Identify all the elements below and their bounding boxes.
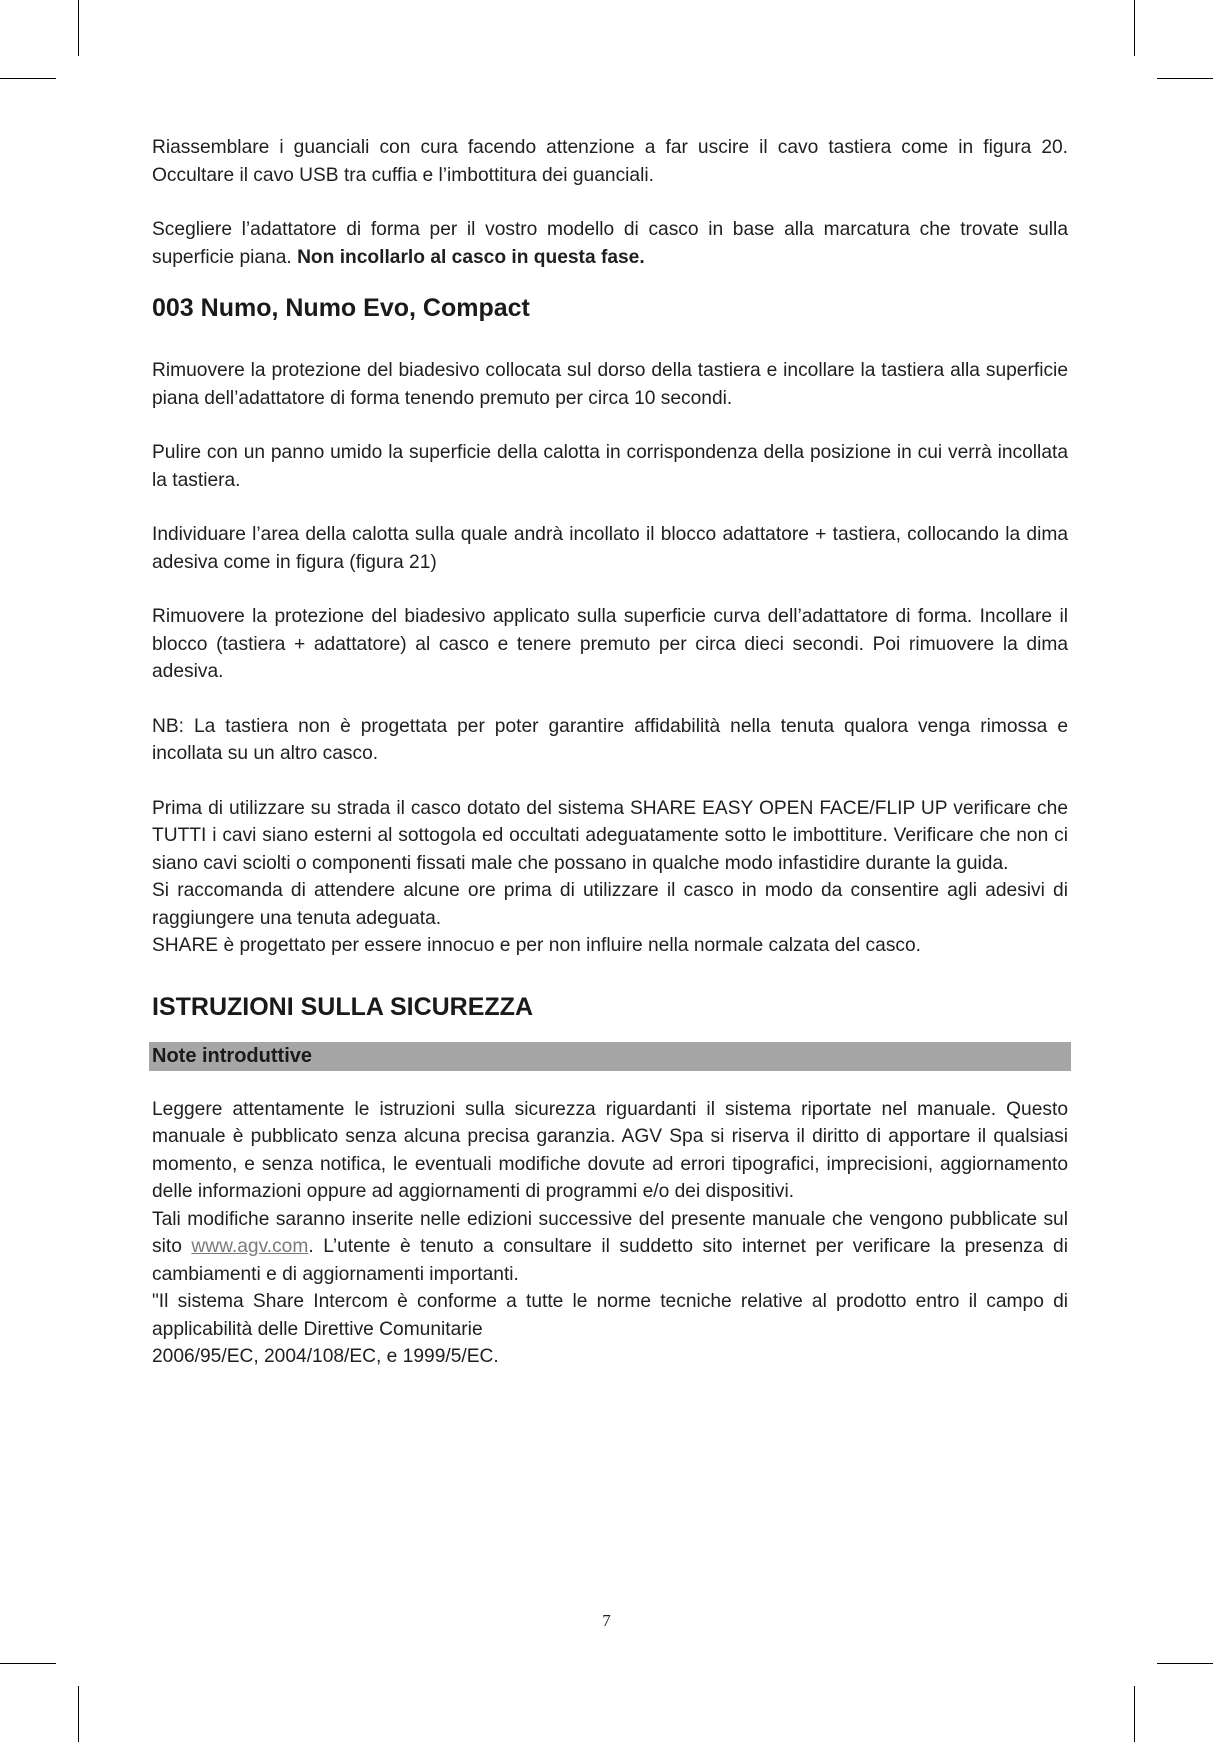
agv-website-link[interactable]: www.agv.com — [191, 1236, 309, 1257]
crop-mark — [0, 78, 56, 79]
paragraph: Riassemblare i guanciali con cura facendo attenzione a far uscire il cavo tastiera come in figura 20. Occultare il cavo USB tra cuffia e l’imbottitura dei guanciali. — [152, 137, 1068, 186]
crop-mark — [78, 0, 79, 56]
paragraph: Individuare l’area della calotta sulla quale andrà incollato il blocco adattatore + tastiera, collocando la dima adesiva come in figura (figura 21) — [152, 524, 1068, 573]
paragraph: Rimuovere la protezione del biadesivo applicato sulla superficie curva dell’adattatore di forma. Incollare il blocco (tastiera + adattatore) al casco e tenere premuto per circa dieci secondi. Poi rimuovere la dima adesiva. — [152, 606, 1068, 682]
paragraph-text: . L’utente è tenuto a consultare il suddetto sito internet per verificare la presenza di cambiamenti e di aggiornamenti importanti. — [152, 1236, 1068, 1285]
subsection-bar: Note introduttive — [149, 1042, 1071, 1071]
page-number: 7 — [602, 1611, 611, 1630]
crop-mark — [0, 1663, 56, 1664]
paragraph: Rimuovere la protezione del biadesivo collocata sul dorso della tastiera e incollare la tastiera alla superficie piana dell’adattatore di forma tenendo premuto per circa 10 secondi. — [152, 360, 1068, 409]
paragraph: Pulire con un panno umido la superficie della calotta in corrispondenza della posizione in cui verrà incollata la tastiera. — [152, 442, 1068, 491]
crop-mark — [1157, 78, 1213, 79]
crop-mark — [78, 1686, 79, 1742]
section-heading-safety: ISTRUZIONI SULLA SICUREZZA — [152, 992, 534, 1021]
paragraph — [152, 1206, 1068, 1289]
crop-mark — [1134, 1686, 1135, 1742]
paragraph-text: Tali modifiche saranno inserite nelle edizioni successive del presente manuale che vengono pubblicate sul sito — [152, 1208, 1068, 1257]
paragraph: Si raccomanda di attendere alcune ore prima di utilizzare il casco in modo da consentire agli adesivi di raggiungere una tenuta adeguata. — [152, 880, 1068, 929]
paragraph — [152, 216, 1068, 271]
paragraph: SHARE è progettato per essere innocuo e per non influire nella normale calzata del casco. — [152, 935, 922, 956]
paragraph: NB: La tastiera non è progettata per poter garantire affidabilità nella tenuta qualora venga rimossa e incollata su un altro casco. — [152, 715, 1068, 764]
paragraph: Leggere attentamente le istruzioni sulla sicurezza riguardanti il sistema riportate nel manuale. Questo manuale è pubblicato senza alcuna precisa garanzia. AGV Spa si riserva il diritto di apportare il qualsiasi momento, e senza notifica, le eventuali modifiche dovute ad errori tipografici, imprecisioni, aggiornamento delle informazioni oppure ad aggiornamenti di programmi e/o dei dispositivi. — [152, 1098, 1068, 1202]
paragraph: Prima di utilizzare su strada il casco dotato del sistema SHARE EASY OPEN FACE/FLIP UP verificare che TUTTI i cavi siano esterni al sottogola ed occultati adeguatamente sotto le imbottiture. Verificare che non ci siano cavi sciolti o componenti fissati male che possano in qualche modo infastidire durante la guida. — [152, 797, 1068, 874]
paragraph-text: Scegliere l’adattatore di forma per il vostro modello di casco in base alla marcatura che trovate sulla superficie piana. — [152, 219, 1068, 268]
paragraph: 2006/95/EC, 2004/108/EC, e 1999/5/EC. — [152, 1346, 499, 1367]
crop-mark — [1134, 0, 1135, 56]
paragraph: "Il sistema Share Intercom è conforme a tutte le norme tecniche relative al prodotto entro il campo di applicabilità delle Direttive Comunitarie — [152, 1291, 1068, 1340]
crop-mark — [1157, 1663, 1213, 1664]
section-heading-numo: 003 Numo, Numo Evo, Compact — [152, 294, 530, 322]
bold-note: Non incollarlo al casco in questa fase. — [297, 246, 645, 268]
page-content — [152, 134, 1068, 1371]
